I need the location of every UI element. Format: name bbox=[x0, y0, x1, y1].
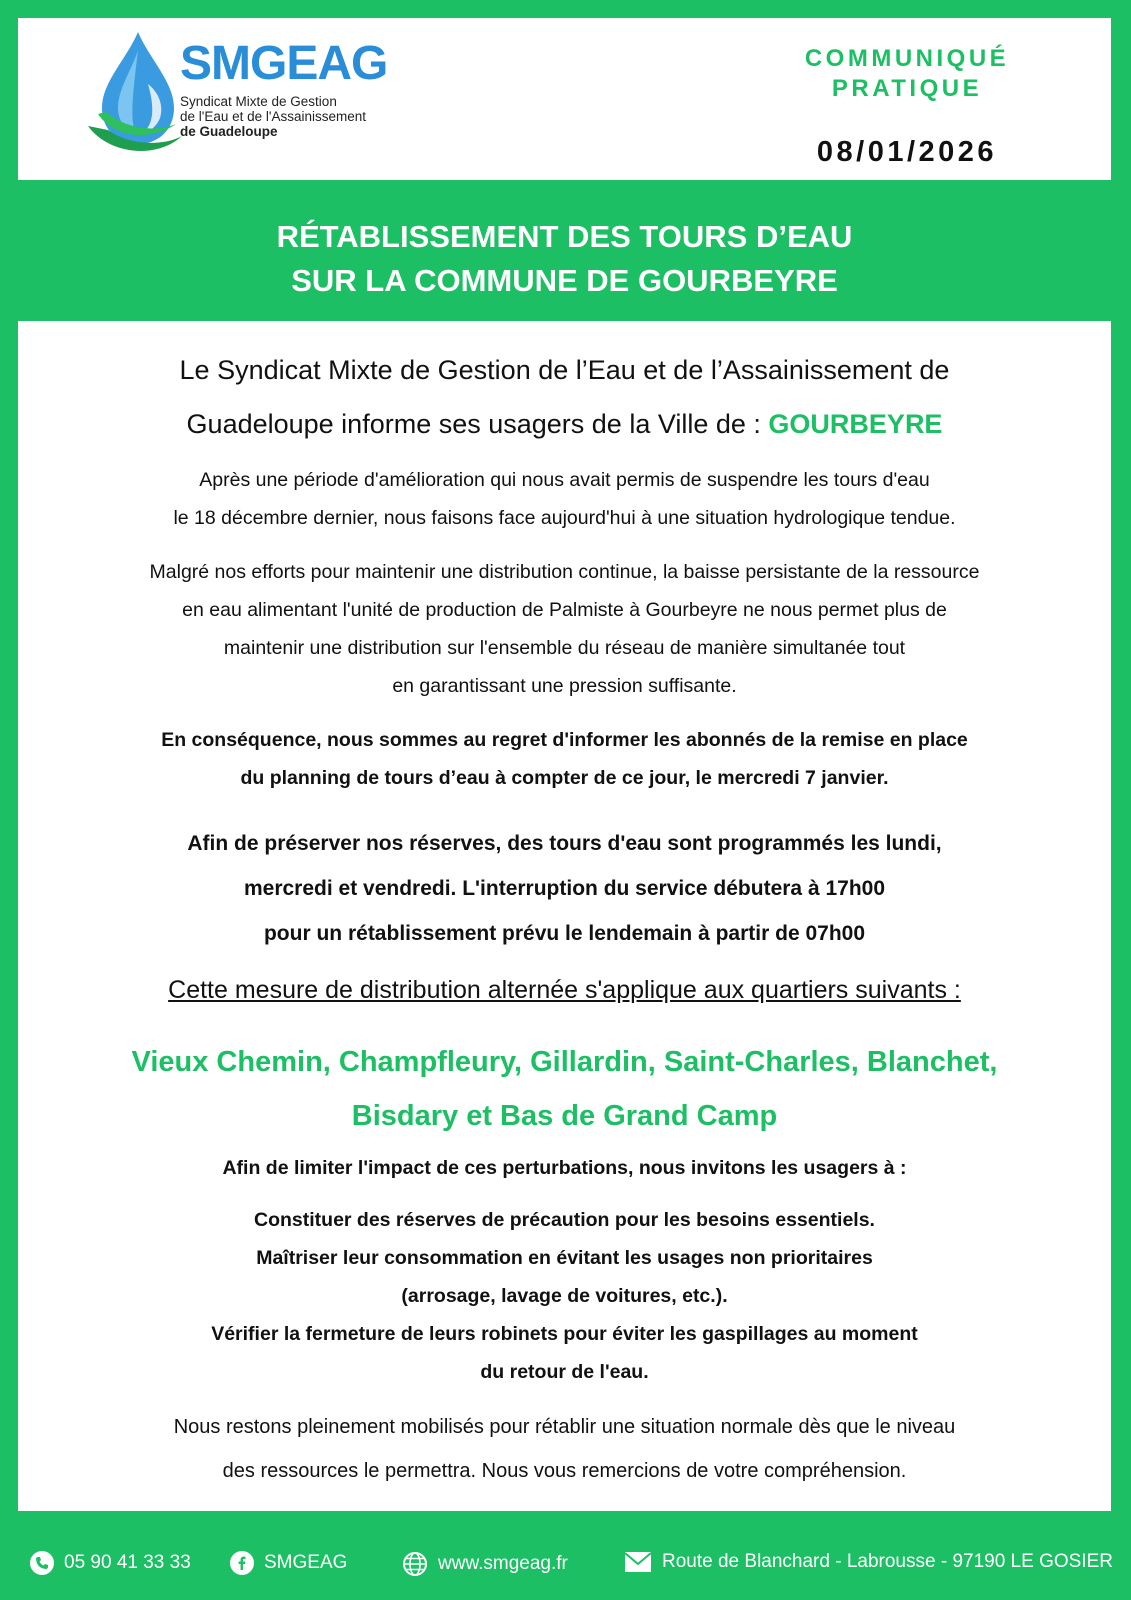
footer-address: Route de Blanchard - Labrousse - 97190 LE GOSIER bbox=[624, 1551, 1113, 1573]
logo-line-2: de l'Eau et de l'Assainissement bbox=[180, 109, 367, 124]
doc-type-line-2: PRATIQUE bbox=[831, 75, 983, 102]
city-name: GOURBEYRE bbox=[768, 409, 943, 439]
scope-statement: Cette mesure de distribution alternée s'applique aux quartiers suivants : bbox=[168, 976, 961, 1004]
mail-icon bbox=[624, 1551, 652, 1573]
paragraph-schedule: Afin de préserver nos réserves, des tours d'eau sont programmés les lundi, mercredi et vendredi. L'interruption du service débutera à 17h00 pour un rétablissement prévu le lendemain à partir de 07h00 bbox=[187, 832, 942, 945]
body-panel bbox=[18, 321, 1111, 1511]
intro-text bbox=[18, 343, 1111, 451]
water-drop-logo-icon bbox=[78, 30, 188, 158]
footer-website[interactable]: www.smgeag.fr bbox=[402, 1551, 568, 1577]
footer bbox=[18, 1545, 1111, 1585]
title-line-1: RÉTABLISSEMENT DES TOURS D’EAU bbox=[276, 219, 853, 254]
doc-type-line-1: COMMUNIQUÉ bbox=[804, 45, 1010, 72]
document-date: 08/01/2026 bbox=[816, 136, 998, 168]
footer-facebook[interactable]: SMGEAG bbox=[230, 1551, 347, 1575]
page-title bbox=[18, 215, 1111, 303]
closing-text: Nous restons pleinement mobilisés pour rétablir une situation normale dès que le niveau des ressources le permettra. Nous vous remercions de votre compréhension. bbox=[173, 1416, 956, 1482]
title-line-2: SUR LA COMMUNE DE GOURBEYRE bbox=[291, 263, 838, 298]
logo-name: SMGEAG bbox=[180, 37, 388, 90]
paragraph-consequence: En conséquence, nous sommes au regret d'informer les abonnés de la remise en place du planning de tours d’eau à compter de ce jour, le mercredi 7 janvier. bbox=[161, 729, 968, 789]
document-type bbox=[767, 44, 1047, 104]
header-panel bbox=[18, 18, 1111, 180]
district-list: Vieux Chemin, Champfleury, Gillardin, Saint-Charles, Blanchet, Bisdary et Bas de Grand Camp bbox=[131, 1046, 998, 1132]
paragraph-context: Après une période d'amélioration qui nous avait permis de suspendre les tours d'eau le 18 décembre dernier, nous faisons face aujourd'hui à une situation hydrologique tendue. bbox=[173, 469, 956, 529]
logo-line-3: de Guadeloupe bbox=[180, 124, 278, 139]
logo-line-1: Syndicat Mixte de Gestion bbox=[180, 94, 337, 109]
logo-text bbox=[180, 37, 388, 139]
paragraph-situation: Malgré nos efforts pour maintenir une distribution continue, la baisse persistante de la ressource en eau alimentant l'unité de production de Palmiste à Gourbeyre ne nous permet plus de maintenir une distribution sur l'ensemble du réseau de manière simultanée tout en garantissant une pression suffisante. bbox=[149, 561, 980, 697]
intro-line-1: Le Syndicat Mixte de Gestion de l’Eau et de l’Assainissement de bbox=[179, 355, 950, 385]
intro-line-2: Guadeloupe informe ses usagers de la Ville de : GOURBEYRE bbox=[186, 409, 943, 439]
advice-list: Constituer des réserves de précaution pour les besoins essentiels. Maîtriser leur consommation en évitant les usages non prioritaires (arrosage, lavage de voitures, etc.). Vérifier la fermeture de leurs robinets pour éviter les gaspillages au moment du retour de l'eau. bbox=[211, 1209, 918, 1383]
logo-subtitle bbox=[180, 94, 387, 139]
advice-intro: Afin de limiter l'impact de ces perturbations, nous invitons les usagers à : bbox=[222, 1157, 907, 1179]
globe-icon bbox=[402, 1551, 428, 1577]
facebook-icon bbox=[230, 1551, 254, 1575]
phone-icon bbox=[30, 1551, 54, 1575]
footer-phone[interactable]: 05 90 41 33 33 bbox=[30, 1551, 191, 1575]
